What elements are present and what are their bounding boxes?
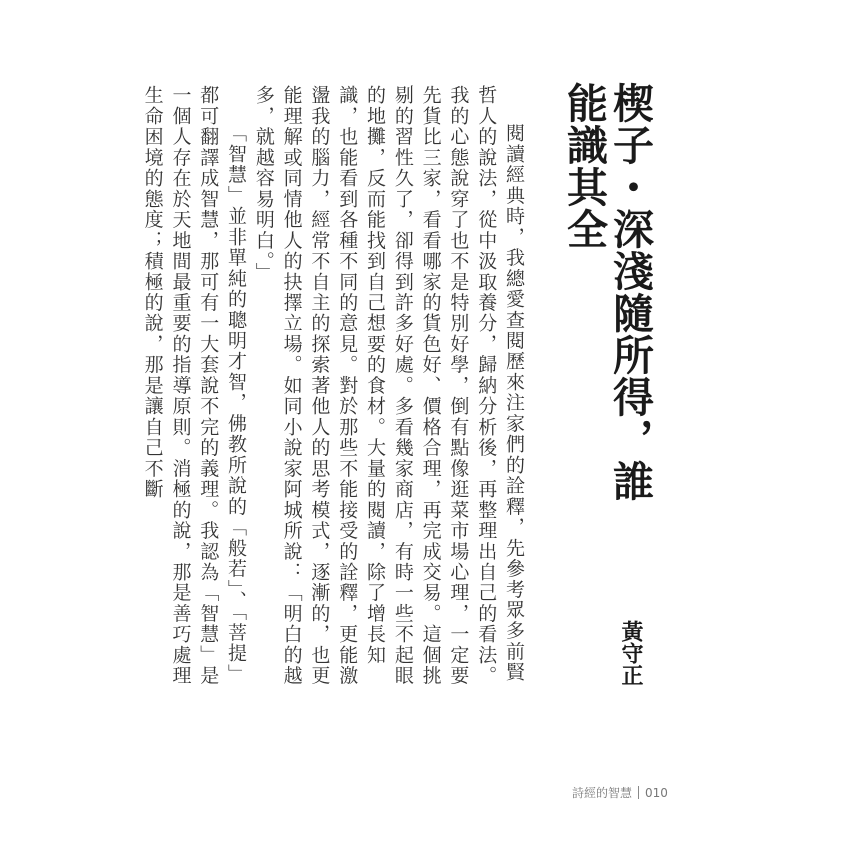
author-name: 黃守正 <box>618 620 643 686</box>
page-footer <box>572 784 668 802</box>
paragraph: 「智慧」並非單純的聰明才智，佛教所說的「般若」、「菩提」都可翻譯成智慧，那可有一大套說不完的義理。我認為「智慧」是一個人存在於天地間最重要的指導原則。消極的說，那是善巧處理生命困境的態度；積極的說，那是讓自己不斷 <box>141 85 248 687</box>
running-head-book-title: 詩經的智慧 <box>572 786 633 800</box>
body-text <box>138 85 527 689</box>
chapter-title: 楔子・深淺隨所得，誰能識其全 <box>560 82 654 502</box>
footer-divider <box>638 786 639 799</box>
paragraph: 閱讀經典時，我總愛查閱歷來注家們的詮釋，先參考眾多前賢哲人的說法，從中汲取養分，歸納分析後，再整理出自己的看法。我的心態說穿了也不是特別好學，倒有點像逛菜市場心理，一定要先貨比三家，看看哪家的貨色好、價格合理，再完成交易。這個挑剔的習性久了，卻得到許多好處。多看幾家商店，有時一些不起眼的地攤，反而能找到自己想要的食材。大量的閱讀，除了增長知識，也能看到各種不同的意見。對於那些不能接受的詮釋，更能激盪我的腦力，經常不自主的探索著他人的思考模式，逐漸的，也更能理解或同情他人的抉擇立場。如同小說家阿城所說：「明白的越多，就越容易明白。」 <box>252 85 525 687</box>
page-number: 010 <box>645 786 668 800</box>
